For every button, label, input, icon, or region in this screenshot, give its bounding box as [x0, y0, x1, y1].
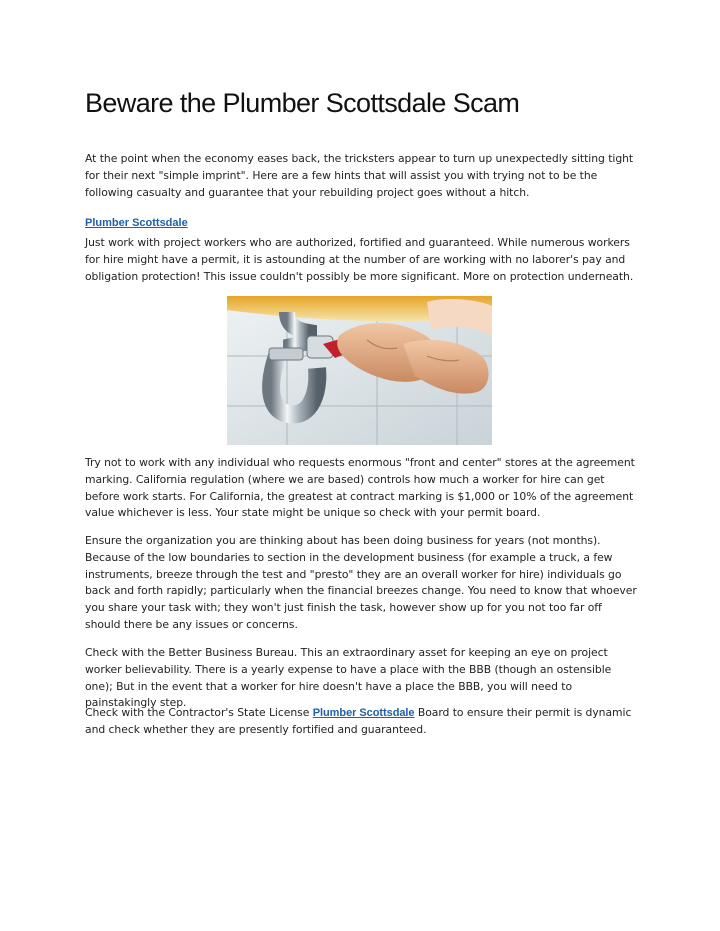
paragraph-intro: At the point when the economy eases back, the tricksters appear to turn up unexpectedly sitting tight for their next "simple imprint". Here are a few hints that will assist you with trying not to be the following casualty and guarantee that your rebuilding project goes without a hitch. — [85, 152, 634, 199]
license-text-after: Board to ensure their permit is dynamic and check whether they are presently fortified and guaranteed. — [85, 706, 632, 736]
page-title: Beware the Plumber Scottsdale Scam — [85, 88, 520, 118]
plumber-scottsdale-inline-link[interactable]: Plumber Scottsdale — [312, 707, 415, 719]
license-text-before: Check with the Contractor's State License — [85, 706, 313, 719]
paragraph-authorized: Just work with project workers who are authorized, fortified and guaranteed. While numerous workers for hire might have a permit, it is astounding at the number of are working with no laborer's pay and obligation protection! This issue couldn't possibly be more significant. More on protection underneath. — [85, 236, 634, 283]
paragraph-license — [85, 705, 637, 739]
paragraph-deposits: Try not to work with any individual who requests enormous "front and center" stores at the agreement marking. California regulation (where we are based) controls how much a worker for hire can get before work starts. For California, the greatest at contract marking is $1,000 or 10% of the agreement value whichever is less. Your state might be unique so check with your permit board. — [85, 456, 635, 520]
link-block — [85, 211, 188, 230]
plumber-scottsdale-link[interactable]: Plumber Scottsdale — [85, 217, 188, 229]
plumber-wrench-photo — [227, 296, 492, 445]
paragraph-business-years: Ensure the organization you are thinking about has been doing business for years (not months). Because of the low boundaries to section in the development business (for example a truck, a few instruments, breeze through the test and "presto" they are an overall worker for hire) individuals go back and forth rapidly; particularly when the financial breezes change. You need to know that whoever you share your task with; they won't just finish the task, however show up for you not too far off should there be any issues or concerns. — [85, 534, 637, 631]
plumbing-illustration — [227, 296, 492, 445]
paragraph-bbb: Check with the Better Business Bureau. This an extraordinary asset for keeping an eye on project worker believability. There is a yearly expense to have a place with the BBB (though an ostensible one); But in the event that a worker for hire doesn't have a place the BBB, you will need to painstakingly step. — [85, 646, 612, 710]
